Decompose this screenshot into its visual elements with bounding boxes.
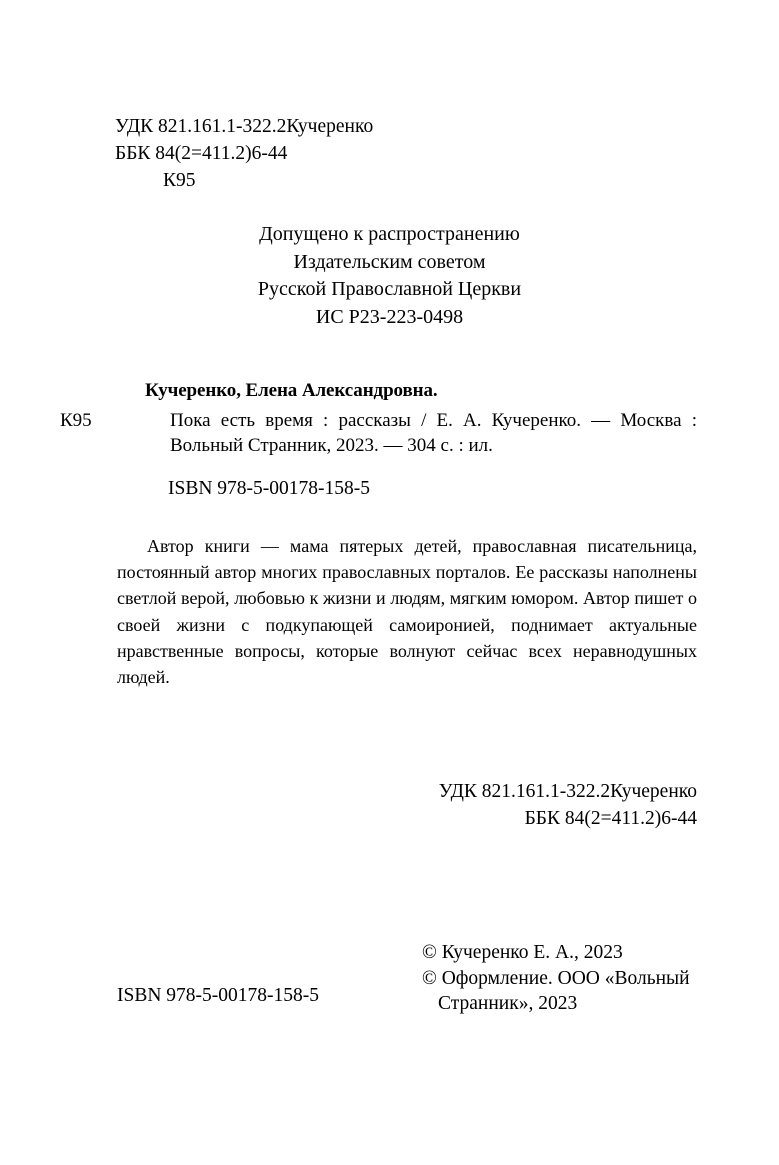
bbk-code-bottom: ББК 84(2=411.2)6-44 — [524, 808, 697, 829]
approval-line-1: Допущено к распространению — [259, 223, 520, 245]
classification-block-bottom — [439, 778, 697, 832]
approval-code: ИС Р23-223-0498 — [315, 305, 464, 328]
approval-block — [0, 221, 779, 331]
copyright-block — [422, 940, 700, 1017]
shelf-mark-biblio: К95 — [60, 409, 92, 431]
isbn-main: ISBN 978-5-00178-158-5 — [168, 478, 371, 499]
copyright-design: © Оформление. ООО «Вольный Странник», 2023 — [422, 967, 690, 1014]
bibliographic-description — [60, 378, 697, 459]
author-name: Кучеренко, Елена Александровна. — [145, 380, 438, 401]
copyright-author: © Кучеренко Е. А., 2023 — [422, 942, 623, 963]
annotation-text: Автор книги — мама пятерых детей, православная писательница, постоянный автор многих православных порталов. Ее рассказы наполнены светлой верой, любовью к жизни и людям, мягким юмором. Автор пишет о своей жизни с подкупающей самоиронией, поднимает актуальные нравственные вопросы, которые волнуют сейчас всех неравнодушных людей. — [117, 536, 697, 688]
biblio-entry — [60, 408, 697, 459]
shelf-mark-top: К95 — [163, 170, 196, 191]
classification-block-top — [115, 113, 373, 194]
bbk-code-top: ББК 84(2=411.2)6-44 — [115, 143, 288, 164]
isbn-bottom: ISBN 978-5-00178-158-5 — [117, 985, 320, 1006]
udk-code-top: УДК 821.161.1-322.2Кучеренко — [115, 116, 374, 137]
biblio-title-statement: Пока есть время : рассказы / Е. А. Кучеренко. — Москва : Вольный Странник, 2023. — 304 с. : ил. — [170, 409, 697, 456]
approval-line-2: Издательским советом — [293, 250, 486, 273]
approval-line-3: Русской Православной Церкви — [257, 278, 522, 300]
udk-code-bottom: УДК 821.161.1-322.2Кучеренко — [438, 781, 697, 802]
